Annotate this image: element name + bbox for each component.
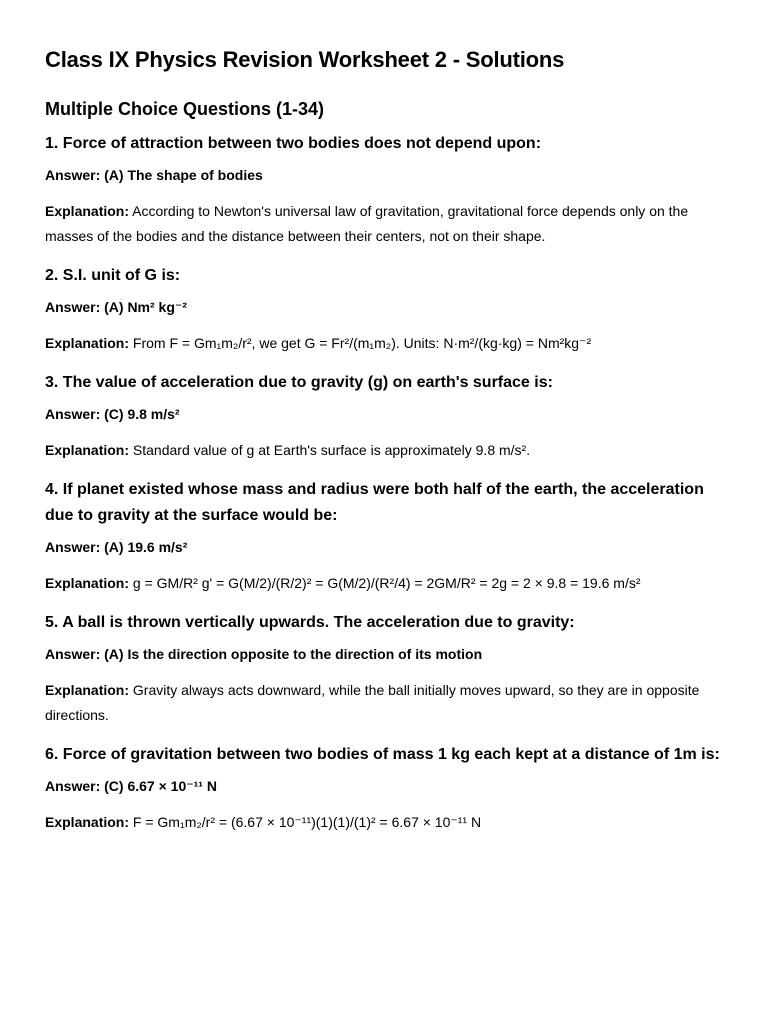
question-4 xyxy=(45,477,722,596)
question-text: 5. A ball is thrown vertically upwards. The acceleration due to gravity: xyxy=(45,614,575,631)
question-2 xyxy=(45,263,722,356)
explanation-label: Explanation: xyxy=(45,575,130,591)
explanation xyxy=(45,571,722,596)
question-6 xyxy=(45,742,722,835)
answer-text: Answer: (A) Nm² kg⁻² xyxy=(45,299,187,315)
explanation-label: Explanation: xyxy=(45,682,130,698)
answer-text: Answer: (C) 9.8 m/s² xyxy=(45,406,180,422)
explanation-text: g = GM/R² g' = G(M/2)/(R/2)² = G(M/2)/(R²/4) = 2GM/R² = 2g = 2 × 9.8 = 19.6 m/s² xyxy=(129,575,641,591)
explanation-label: Explanation: xyxy=(45,814,130,830)
answer-text: Answer: (A) The shape of bodies xyxy=(45,167,263,183)
explanation xyxy=(45,438,722,463)
answer-text: Answer: (A) Is the direction opposite to the direction of its motion xyxy=(45,646,483,662)
explanation xyxy=(45,678,722,728)
explanation xyxy=(45,331,722,356)
explanation xyxy=(45,810,722,835)
explanation-text: Gravity always acts downward, while the ball initially moves upward, so they are in opposite directions. xyxy=(45,682,700,723)
section-heading: Multiple Choice Questions (1-34) xyxy=(45,99,325,119)
question-text: 2. S.I. unit of G is: xyxy=(45,267,181,284)
answer-text: Answer: (C) 6.67 × 10⁻¹¹ N xyxy=(45,778,217,794)
explanation xyxy=(45,199,722,249)
question-text: 6. Force of gravitation between two bodies of mass 1 kg each kept at a distance of 1m is: xyxy=(45,746,720,763)
page-title: Class IX Physics Revision Worksheet 2 - Solutions xyxy=(45,47,565,72)
explanation-label: Explanation: xyxy=(45,203,130,219)
explanation-label: Explanation: xyxy=(45,442,130,458)
question-text: 3. The value of acceleration due to gravity (g) on earth's surface is: xyxy=(45,374,553,391)
explanation-text: F = Gm₁m₂/r² = (6.67 × 10⁻¹¹)(1)(1)/(1)² = 6.67 × 10⁻¹¹ N xyxy=(129,814,482,830)
question-3 xyxy=(45,370,722,463)
question-1 xyxy=(45,131,722,249)
question-text: 4. If planet existed whose mass and radius were both half of the earth, the acceleration due to gravity at the surface would be: xyxy=(45,481,704,524)
question-5 xyxy=(45,610,722,728)
answer-text: Answer: (A) 19.6 m/s² xyxy=(45,539,188,555)
explanation-text: According to Newton's universal law of gravitation, gravitational force depends only on the masses of the bodies and the distance between their centers, not on their shape. xyxy=(45,203,689,244)
explanation-text: From F = Gm₁m₂/r², we get G = Fr²/(m₁m₂). Units: N·m²/(kg·kg) = Nm²kg⁻² xyxy=(129,335,592,351)
explanation-text: Standard value of g at Earth's surface is approximately 9.8 m/s². xyxy=(129,442,531,458)
question-text: 1. Force of attraction between two bodies does not depend upon: xyxy=(45,135,542,152)
explanation-label: Explanation: xyxy=(45,335,130,351)
